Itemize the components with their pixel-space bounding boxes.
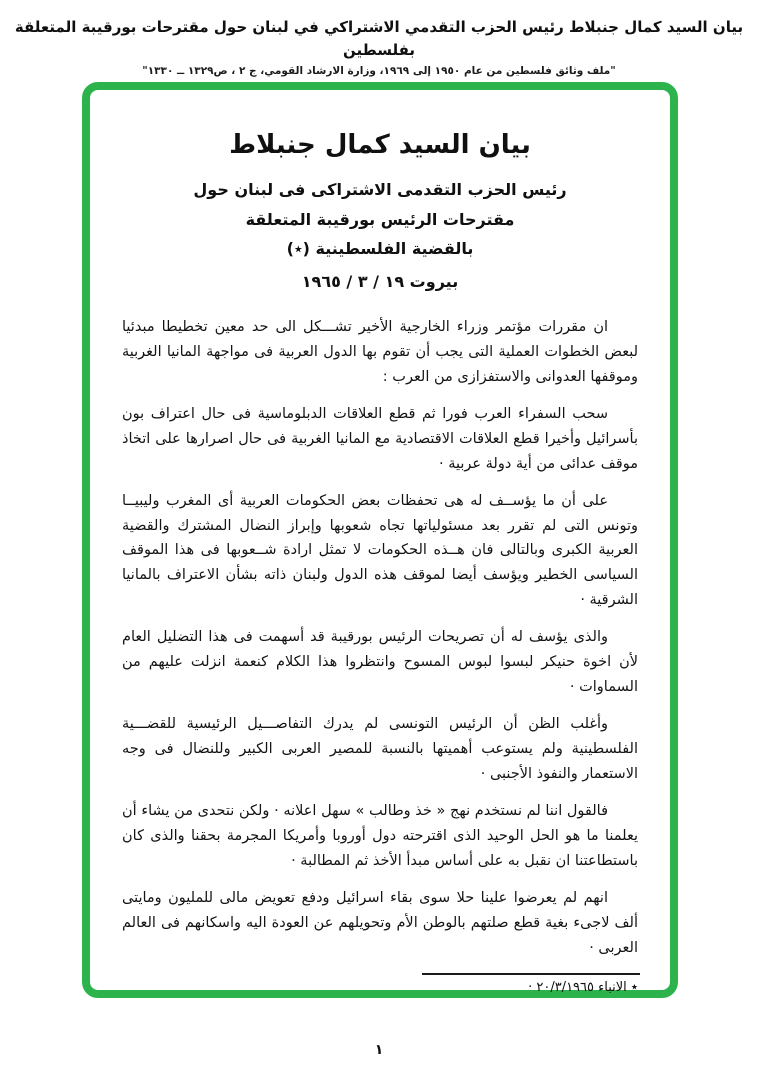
document-dateline: بيروت ١٩ / ٣ / ١٩٦٥ <box>301 271 459 291</box>
paragraph-4: والذى يؤسف له أن تصريحات الرئيس بورقيبة قد أسهمت فى هذا التضليل العام لأن اخوة حنيكر لبسوا لبوس المسوح وانتظروا هذا الكلام كنعمة انزلت عليهم من السماوات · <box>122 629 638 696</box>
document-subtitle <box>120 175 640 264</box>
paragraph-5: وأغلب الظن أن الرئيس التونسى لم يدرك التفاصـــيل الرئيسية للقضـــية الفلسطينية ولم يستوعب أهميتها بالنسبة للمصير العربى الكبير وللنضال فى وجه الاستعمار والنفوذ الأجنبى · <box>122 716 638 782</box>
subtitle-line-1: رئيس الحزب التقدمى الاشتراكى فى لبنان حول <box>193 180 567 200</box>
paragraph-6: فالقول اننا لم نستخدم نهج « خذ وطالب » سهل اعلانه · ولكن نتحدى من يشاء أن يعلمنا ما هو الحل الوحيد الذى اقترحته دول أوروبا وأمريكا المجرمة بحقنا والذى كان باستطاعتنا ان نقبل به على أساس مبدأ الأخذ ثم المطالبة · <box>122 802 638 869</box>
footnote-text: ٭ الانباء ٢٠/٣/١٩٦٥ · <box>528 979 638 995</box>
document-title: بيان السيد كمال جنبلاط <box>229 130 531 160</box>
paragraph-1: ان مقررات مؤتمر وزراء الخارجية الأخير تشـــكل الى حد معين تخطيطا مبدئيا لبعض الخطوات العملية التى يجب أن تقوم بها الدول العربية فى مواجهة المانيا الغربية وموقفها العدوانى والاستفزازى من العرب : <box>122 318 638 385</box>
subtitle-line-3: بالقضية الفلسطينية (٭) <box>286 239 474 259</box>
document-frame <box>82 82 678 998</box>
document-body <box>120 315 640 961</box>
header-source-citation: "ملف وثائق فلسطين من عام ١٩٥٠ إلى ١٩٦٩، وزارة الارشاد القومي، ج ٢ ، ص١٣٢٩ ــ ١٣٣٠" <box>142 65 616 77</box>
paragraph-3: على أن ما يؤســف له هى تحفظات بعض الحكومات العربية أى المغرب وليبيــا وتونس التى لم تقرر بعد مسئولياتها تجاه شعوبها وإبراز النضال المشترك والقضية العربية الكبرى وبالتالى فان هــذه الحكومات لا تمثل ارادة شــعوبها فى هذا الموقف السياسى الخطير ويؤسف أيضا لموقف هذه الدول ولبنان ذاته بشأن الاعتراف بالمانيا الشرقية · <box>122 492 638 609</box>
paragraph-2: سحب السفراء العرب فورا ثم قطع العلاقات الدبلوماسية فى حال اعتراف بون بأسرائيل وأخيرا قطع العلاقات الاقتصادية مع المانيا الغربية فى حال اصرارها على اتخاذ موقف عدائى من أية دولة عربية · <box>122 405 638 472</box>
paragraph-7: انهم لم يعرضوا علينا حلا سوى بقاء اسرائيل ودفع تعويض مالى للمليون ومايتى ألف لاجىء بغية قطع صلتهم بالوطن الأم وتحويلهم عن العودة اليه واسكانهم فى العالم العربى · <box>122 889 638 956</box>
page-header <box>0 16 758 77</box>
page-number: ١ <box>374 1042 384 1058</box>
header-title: بيان السيد كمال جنبلاط رئيس الحزب التقدمي الاشتراكي في لبنان حول مقترحات بورقيبة المتعلقة بفلسطين <box>14 18 744 59</box>
footnote-block <box>120 973 640 995</box>
document-heading <box>120 130 640 291</box>
subtitle-line-2: مقترحات الرئيس بورقيبة المتعلقة <box>245 209 515 229</box>
